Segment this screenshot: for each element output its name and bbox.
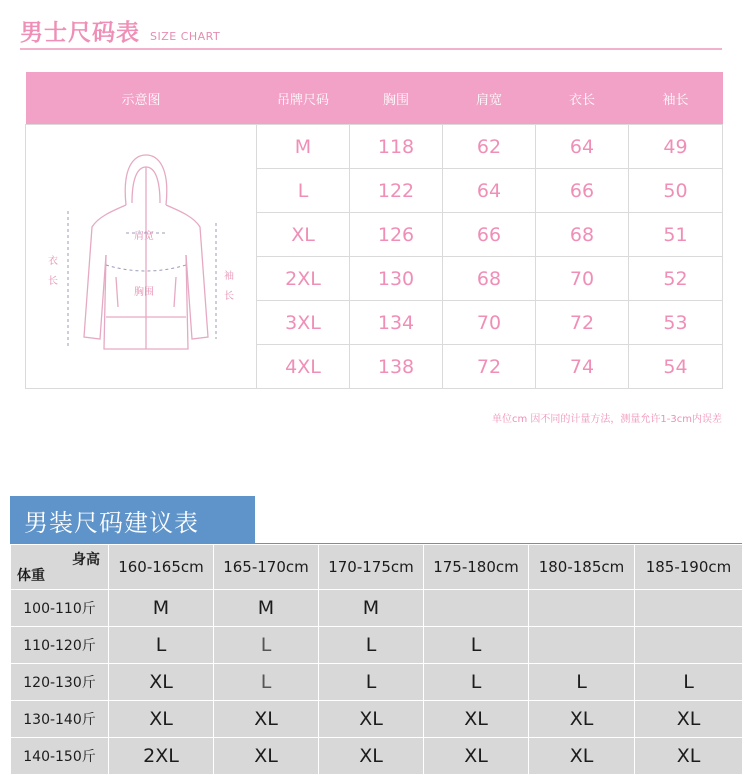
size-cell: L — [635, 664, 743, 701]
recommend-header-row — [11, 545, 743, 590]
label-length-1: 衣 — [48, 255, 58, 267]
col-header-shoulder: 肩宽 — [443, 72, 536, 125]
height-header: 160-165cm — [109, 545, 214, 590]
size-cell: L — [214, 664, 319, 701]
size-cell: L — [214, 627, 319, 664]
size-row — [26, 125, 723, 169]
size-cell: M — [319, 590, 424, 627]
cell-length: 64 — [536, 125, 629, 169]
size-cell: XL — [109, 664, 214, 701]
label-chest: 胸围 — [134, 286, 154, 298]
size-cell — [529, 590, 635, 627]
label-shoulder: 肩宽 — [134, 230, 154, 242]
size-cell: 2XL — [109, 738, 214, 775]
recommend-row — [11, 664, 743, 701]
cell-chest: 122 — [350, 169, 443, 213]
cell-length: 70 — [536, 257, 629, 301]
jacket-illustration — [26, 127, 257, 387]
recommend-row — [11, 738, 743, 775]
label-sleeve-2: 长 — [224, 290, 234, 302]
size-cell: XL — [635, 738, 743, 775]
size-cell — [635, 590, 743, 627]
cell-size: XL — [257, 213, 350, 257]
size-cell: L — [109, 627, 214, 664]
size-cell: XL — [424, 738, 529, 775]
height-header: 175-180cm — [424, 545, 529, 590]
recommend-row — [11, 590, 743, 627]
measurement-note: 单位cm 因不同的计量方法，测量允许1-3cm内误差 — [492, 414, 722, 425]
size-cell: M — [214, 590, 319, 627]
page-subtitle: SIZE CHART — [150, 30, 221, 43]
size-cell: XL — [319, 701, 424, 738]
corner-cell — [11, 545, 109, 590]
page-title: 男士尺码表 — [20, 20, 140, 46]
jacket-diagram — [26, 127, 257, 387]
size-cell: XL — [214, 738, 319, 775]
size-cell: M — [109, 590, 214, 627]
weight-label: 100-110斤 — [11, 590, 109, 627]
cell-sleeve: 53 — [629, 301, 723, 345]
weight-label: 130-140斤 — [11, 701, 109, 738]
cell-shoulder: 72 — [443, 345, 536, 389]
size-cell: XL — [214, 701, 319, 738]
cell-chest: 134 — [350, 301, 443, 345]
cell-size: L — [257, 169, 350, 213]
label-length-2: 长 — [48, 275, 58, 287]
size-cell: XL — [319, 738, 424, 775]
corner-weight-label: 体重 — [17, 568, 45, 584]
cell-size: 4XL — [257, 345, 350, 389]
size-cell: L — [424, 627, 529, 664]
size-chart-header-row — [26, 72, 723, 125]
cell-length: 66 — [536, 169, 629, 213]
cell-sleeve: 54 — [629, 345, 723, 389]
page-header — [20, 14, 220, 48]
cell-chest: 130 — [350, 257, 443, 301]
col-header-chest: 胸围 — [350, 72, 443, 125]
cell-shoulder: 62 — [443, 125, 536, 169]
weight-label: 140-150斤 — [11, 738, 109, 775]
label-sleeve-1: 袖 — [224, 270, 234, 282]
cell-length: 74 — [536, 345, 629, 389]
col-header-diagram: 示意图 — [26, 72, 257, 125]
cell-shoulder: 66 — [443, 213, 536, 257]
recommend-table — [10, 544, 743, 775]
cell-shoulder: 70 — [443, 301, 536, 345]
col-header-tag-size: 吊牌尺码 — [257, 72, 350, 125]
cell-size: 3XL — [257, 301, 350, 345]
size-cell: L — [529, 664, 635, 701]
size-cell: L — [319, 664, 424, 701]
cell-size: 2XL — [257, 257, 350, 301]
recommend-title: 男装尺码建议表 — [10, 496, 255, 544]
height-header: 165-170cm — [214, 545, 319, 590]
size-cell: L — [424, 664, 529, 701]
corner-height-label: 身高 — [72, 552, 100, 568]
cell-chest: 118 — [350, 125, 443, 169]
height-header: 180-185cm — [529, 545, 635, 590]
col-header-sleeve: 袖长 — [629, 72, 723, 125]
size-cell: XL — [529, 738, 635, 775]
cell-chest: 126 — [350, 213, 443, 257]
cell-length: 68 — [536, 213, 629, 257]
cell-shoulder: 64 — [443, 169, 536, 213]
weight-label: 110-120斤 — [11, 627, 109, 664]
size-chart-table — [25, 72, 723, 389]
size-cell — [529, 627, 635, 664]
cell-sleeve: 51 — [629, 213, 723, 257]
height-header: 170-175cm — [319, 545, 424, 590]
col-header-length: 衣长 — [536, 72, 629, 125]
recommend-row — [11, 627, 743, 664]
cell-chest: 138 — [350, 345, 443, 389]
cell-size: M — [257, 125, 350, 169]
height-header: 185-190cm — [635, 545, 743, 590]
cell-sleeve: 49 — [629, 125, 723, 169]
cell-sleeve: 52 — [629, 257, 723, 301]
size-cell — [635, 627, 743, 664]
weight-label: 120-130斤 — [11, 664, 109, 701]
recommend-row — [11, 701, 743, 738]
size-cell: L — [319, 627, 424, 664]
header-divider — [20, 48, 722, 50]
diagram-cell — [26, 125, 257, 389]
size-cell: XL — [635, 701, 743, 738]
size-cell — [424, 590, 529, 627]
size-cell: XL — [424, 701, 529, 738]
size-cell: XL — [529, 701, 635, 738]
cell-sleeve: 50 — [629, 169, 723, 213]
cell-shoulder: 68 — [443, 257, 536, 301]
size-cell: XL — [109, 701, 214, 738]
cell-length: 72 — [536, 301, 629, 345]
